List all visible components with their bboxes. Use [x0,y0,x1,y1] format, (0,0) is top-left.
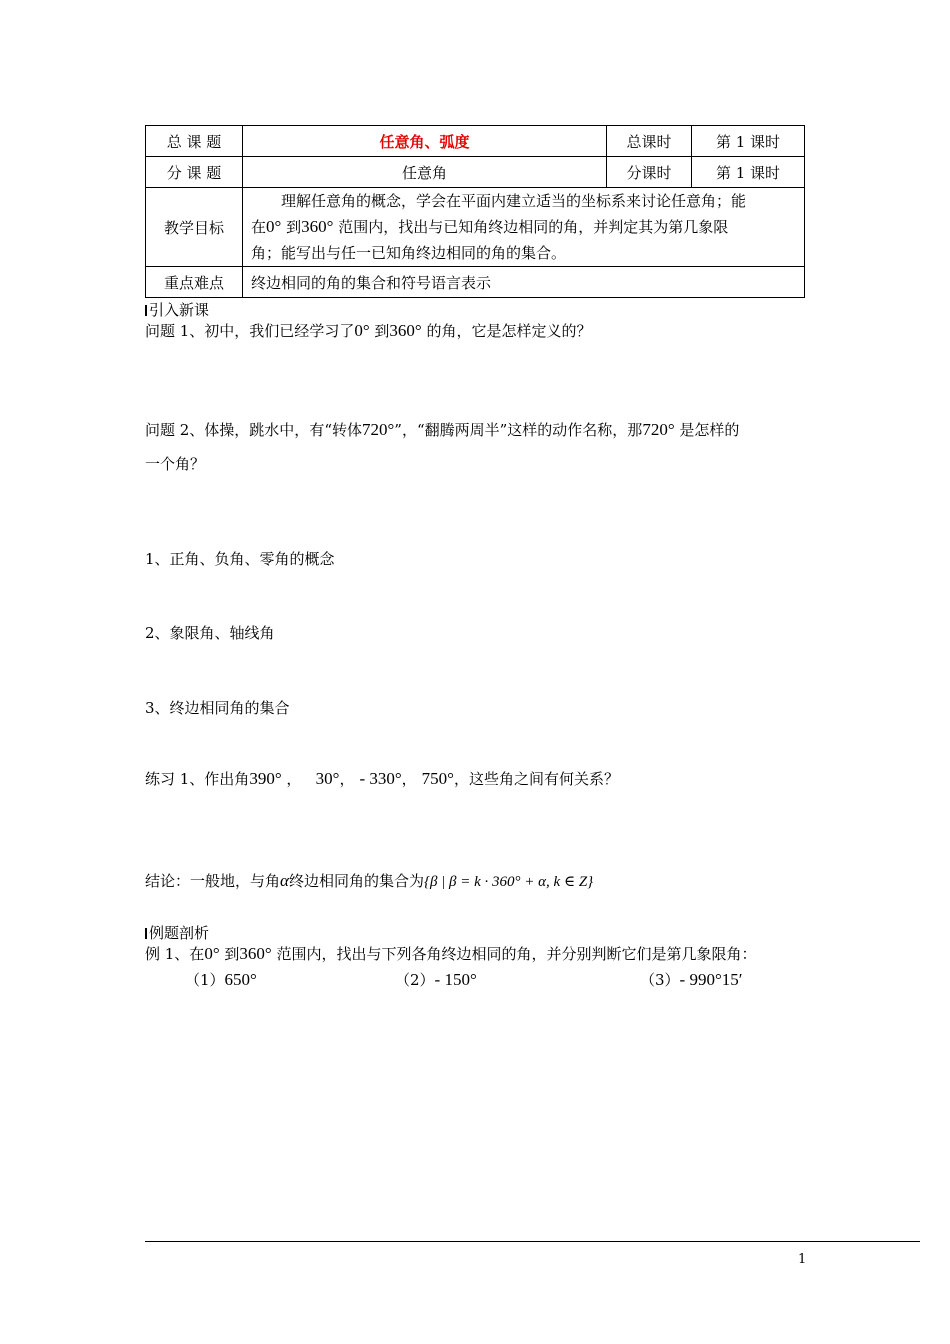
table-row-total-topic [146,126,805,157]
total-topic-title: 任意角、弧度 [243,126,607,157]
key-points-label: 重点难点 [146,267,243,298]
bullet-mark-icon [145,928,147,939]
question-2-pre: 问题 2、体操，跳水中，有“转体 [145,421,362,439]
question-2-line-1 [145,419,739,440]
conclusion-alpha: α [280,871,289,890]
sub-topic-title: 任意角 [243,157,607,188]
question-1 [145,320,592,341]
question-2-deg: 720° [361,420,395,439]
section-heading-examples-text: 例题剖析 [149,924,210,942]
goals-in: 在 [251,218,267,236]
total-topic-label: 总 课 题 [146,126,243,157]
example-1-deg-360: 360° [239,944,272,963]
concept-item-1: 1、正角、负角、零角的概念 [145,550,335,568]
concept-item-2: 2、象限角、轴线角 [145,624,275,642]
goals-line-3: 角；能写出与任一已知角终边相同的角的集合。 [251,244,567,262]
conclusion-pre: 结论：一般地，与角 [145,872,281,890]
key-points-content: 终边相同的角的集合和符号语言表示 [243,267,805,298]
conclusion-set-formula: {β | β = k · 360° + α, k ∈ Z} [423,874,594,890]
goals-to: 到 [281,218,302,236]
goals-content [243,188,805,267]
example-1-pre: 例 1、在 [145,945,205,963]
exercise-1-sep-1: ， [281,770,302,788]
concept-item-3: 3、终边相同角的集合 [145,699,290,717]
example-1-part-2 [395,969,477,990]
goals-deg-360: 360° [301,217,334,236]
question-2-mid: ”，“翻腾两周半”这样的动作名称，那 [394,421,643,439]
question-1-pre: 问题 1、初中，我们已经学习了 [145,322,355,340]
exercise-1-sep-2: ， [339,770,355,788]
table-row-goals [146,188,805,267]
lesson-info-table [145,125,805,298]
part-1-value: 650° [224,970,257,989]
example-1-post: 范围内，找出与下列各角终边相同的角，并分别判断它们是第几象限角： [271,945,757,963]
exercise-1-angle-d: 750° [421,769,454,788]
example-1-deg-0: 0° [204,944,220,963]
goals-line-2-post: 范围内，找出与已知角终边相同的角，并判定其为第几象限 [333,218,729,236]
section-heading-intro-text: 引入新课 [149,301,210,319]
section-heading-examples [145,922,209,943]
part-3-label: （3） [640,971,680,989]
goals-label: 教学目标 [146,188,243,267]
sub-hours-value: 第 1 课时 [692,157,805,188]
conclusion [145,870,593,891]
question-1-deg-360: 360° [389,321,422,340]
part-1-label: （1） [185,971,225,989]
conclusion-mid: 终边相同角的集合为 [288,872,424,890]
sub-hours-label: 分课时 [607,157,692,188]
question-1-post: 的角，它是怎样定义的？ [421,322,592,340]
question-2-deg-2: 720° [642,420,675,439]
example-1-to: 到 [219,945,240,963]
exercise-1-sep-3: ， [401,770,417,788]
exercise-1-angle-b: 30° [315,769,340,788]
table-row-key-points [146,267,805,298]
example-1-part-3 [640,969,742,990]
example-1 [145,943,757,964]
part-2-value: - 150° [434,970,477,989]
total-hours-value: 第 1 课时 [692,126,805,157]
goals-deg-0: 0° [266,217,282,236]
sub-topic-label: 分 课 题 [146,157,243,188]
part-2-label: （2） [395,971,435,989]
question-2-post: 是怎样的 [674,421,740,439]
question-1-to: 到 [369,322,390,340]
exercise-1-post: ，这些角之间有何关系？ [453,770,619,788]
section-heading-intro [145,299,209,320]
footer-divider [145,1241,920,1242]
bullet-mark-icon [145,305,147,316]
question-1-deg-0: 0° [354,321,370,340]
page-number: 1 [798,1252,807,1267]
exercise-1 [145,768,619,789]
goals-line-2 [251,214,796,240]
exercise-1-angle-a: 390° [249,769,282,788]
table-row-sub-topic [146,157,805,188]
exercise-1-angle-c: - 330° [359,769,402,788]
exercise-1-pre: 练习 1、作出角 [145,770,250,788]
total-hours-label: 总课时 [607,126,692,157]
part-3-value: - 990°15′ [679,970,743,989]
question-2-line-2: 一个角？ [145,455,206,473]
goals-line-1: 理解任意角的概念，学会在平面内建立适当的坐标系来讨论任意角；能 [281,192,747,210]
example-1-part-1 [185,969,257,990]
